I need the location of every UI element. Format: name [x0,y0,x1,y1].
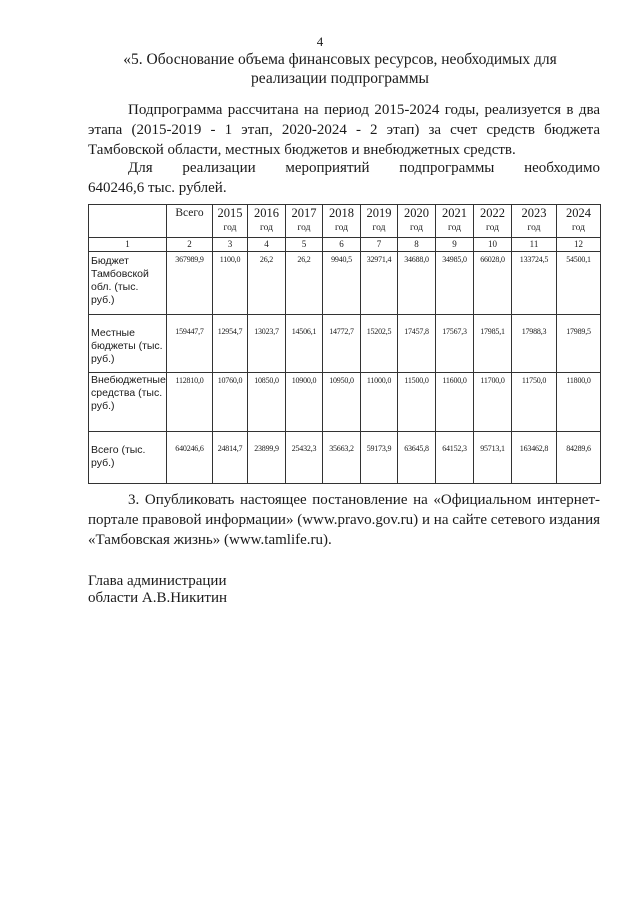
funding-table [88,204,601,484]
table-cell: 11700,0 [474,373,512,432]
table-cell: 367989,9 [167,252,213,315]
table-row-total [89,432,601,484]
header-year: 2015 год [213,205,248,238]
row-label: Местные бюджеты (тыс. руб.) [89,315,167,373]
intro-paragraph-text: Подпрограмма рассчитана на период 2015-2024 годы, реализуется в два этапа (2015-2019 - 1 этап, 2020-2024 - 2 этап) за счет средств бюджета Тамбовской области, местных бюджетов и внебюджетных средств. [88,102,600,158]
column-number: 1 [89,238,167,252]
column-number: 5 [286,238,323,252]
column-number: 4 [248,238,286,252]
header-empty-cell [89,205,167,238]
table-cell: 59173,9 [361,432,398,484]
column-number: 10 [474,238,512,252]
table-cell: 84289,6 [557,432,601,484]
table-row-local-budgets [89,315,601,373]
signature-block [88,573,227,607]
table-cell: 12954,7 [213,315,248,373]
column-number: 2 [167,238,213,252]
column-number: 12 [557,238,601,252]
table-cell: 54500,1 [557,252,601,315]
column-number: 6 [323,238,361,252]
row-label: Внебюджетные средства (тыс. руб.) [89,373,167,432]
table-cell: 15202,5 [361,315,398,373]
section-heading [120,50,560,88]
table-cell: 640246,6 [167,432,213,484]
table-cell: 112810,0 [167,373,213,432]
table-cell: 26,2 [286,252,323,315]
publish-paragraph [88,490,600,550]
header-year: 2023 год [512,205,557,238]
column-number-row [89,238,601,252]
header-year: 2020 год [398,205,436,238]
table-cell: 34985,0 [436,252,474,315]
table-cell: 133724,5 [512,252,557,315]
table-cell: 32971,4 [361,252,398,315]
table-cell: 11500,0 [398,373,436,432]
publish-paragraph-text: 3. Опубликовать настоящее постановление на «Официальном интернет-портале правовой информации» (www.pravo.gov.ru) и на сайте сетевого издания «Тамбовская жизнь» (www.tamlife.ru). [88,492,600,548]
row-label: Всего (тыс. руб.) [89,432,167,484]
table-cell: 10950,0 [323,373,361,432]
table-cell: 13023,7 [248,315,286,373]
table-cell: 10760,0 [213,373,248,432]
funding-table-wrapper [88,204,600,484]
header-year: 2018 год [323,205,361,238]
table-cell: 10850,0 [248,373,286,432]
table-cell: 17457,8 [398,315,436,373]
column-number: 11 [512,238,557,252]
table-cell: 17989,5 [557,315,601,373]
table-cell: 17985,1 [474,315,512,373]
table-cell: 17567,3 [436,315,474,373]
section-heading-line-1: «5. Обоснование объема финансовых ресурсов, необходимых для [123,51,557,68]
column-number: 8 [398,238,436,252]
table-cell: 66028,0 [474,252,512,315]
table-header-row [89,205,601,238]
table-cell: 159447,7 [167,315,213,373]
table-cell: 1100,0 [213,252,248,315]
header-year: 2019 год [361,205,398,238]
signature-title: Глава администрации [88,573,227,589]
table-cell: 163462,8 [512,432,557,484]
table-cell: 14506,1 [286,315,323,373]
table-cell: 11750,0 [512,373,557,432]
table-cell: 95713,1 [474,432,512,484]
table-cell: 24814,7 [213,432,248,484]
section-heading-line-2: реализации подпрограммы [251,70,429,87]
table-cell: 10900,0 [286,373,323,432]
table-cell: 35663,2 [323,432,361,484]
header-total: Всего [167,205,213,238]
table-cell: 14772,7 [323,315,361,373]
header-year: 2022 год [474,205,512,238]
funding-need-line-1 [88,158,600,178]
table-cell: 64152,3 [436,432,474,484]
column-number: 9 [436,238,474,252]
table-cell: 11000,0 [361,373,398,432]
table-cell: 63645,8 [398,432,436,484]
intro-paragraph [88,100,600,160]
row-label: Бюджет Тамбовской обл. (тыс. руб.) [89,252,167,315]
signature-name: области А.В.Никитин [88,590,228,606]
column-number: 3 [213,238,248,252]
funding-need-line-2: 640246,6 тыс. рублей. [88,180,227,196]
table-cell: 25432,3 [286,432,323,484]
header-year: 2024 год [557,205,601,238]
table-cell: 23899,9 [248,432,286,484]
header-year: 2021 год [436,205,474,238]
page-number: 4 [316,34,324,49]
funding-need-paragraph [88,158,600,198]
table-cell: 17988,3 [512,315,557,373]
header-year: 2017 год [286,205,323,238]
table-cell: 9940,5 [323,252,361,315]
table-cell: 11800,0 [557,373,601,432]
header-year: 2016 год [248,205,286,238]
table-row-regional-budget [89,252,601,315]
funding-need-line-1-text: Для реализации мероприятий подпрограммы необходимо [128,160,600,176]
table-cell: 26,2 [248,252,286,315]
table-cell: 11600,0 [436,373,474,432]
table-cell: 34688,0 [398,252,436,315]
table-row-extrabudgetary [89,373,601,432]
column-number: 7 [361,238,398,252]
